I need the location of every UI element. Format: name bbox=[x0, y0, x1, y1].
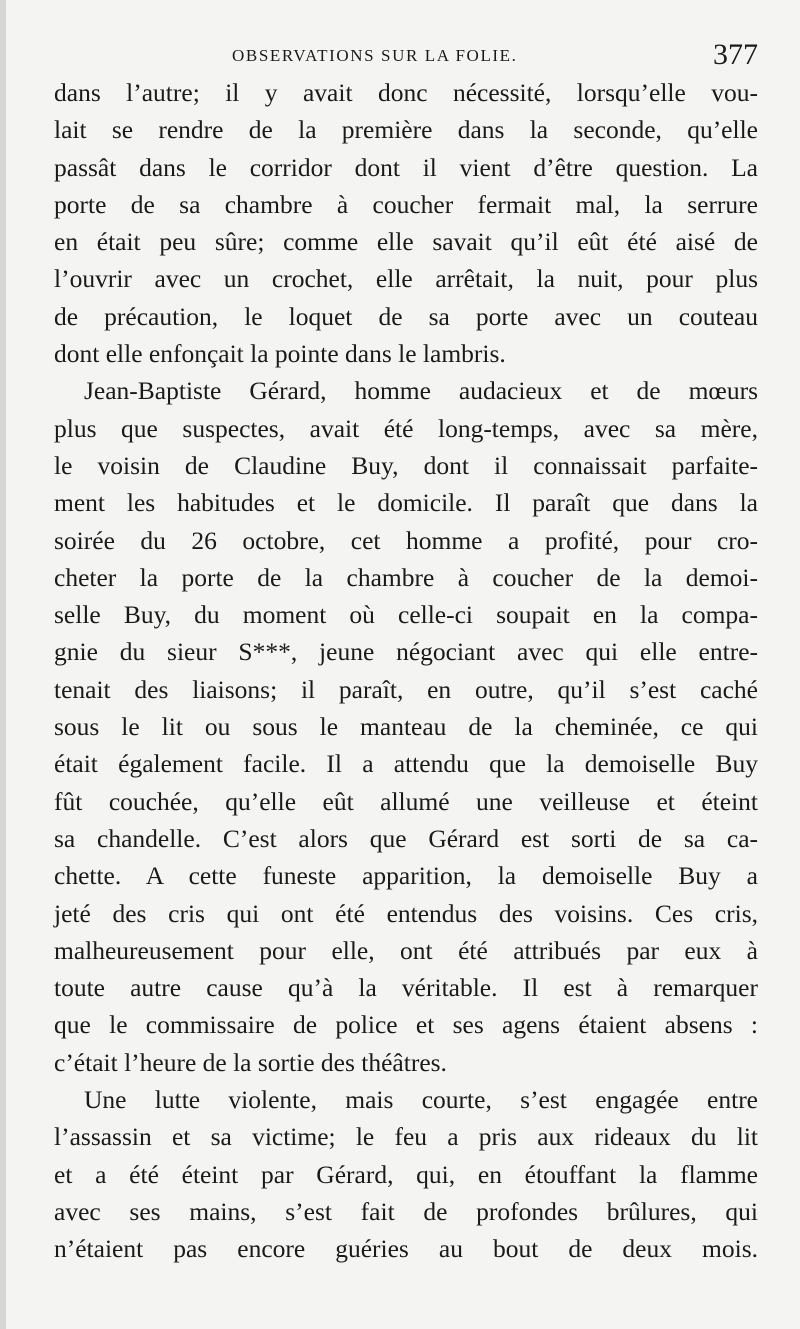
text-line: l’ouvrir avec un crochet, elle arrêtait, la nuit, pour plus bbox=[54, 264, 758, 294]
text-line: Jean-Baptiste Gérard, homme audacieux et de mœurs bbox=[84, 376, 758, 406]
text-line: ment les habitudes et le domicile. Il paraît que dans la bbox=[54, 488, 758, 518]
text-line: était également facile. Il a attendu que la demoiselle Buy bbox=[54, 749, 758, 779]
text-line: tenait des liaisons; il paraît, en outre, qu’il s’est caché bbox=[54, 674, 758, 704]
text-line: c’était l’heure de la sortie des théâtres. bbox=[54, 1047, 447, 1077]
text-line: le voisin de Claudine Buy, dont il connaissait parfaite- bbox=[54, 450, 758, 480]
text-line: malheureusement pour elle, ont été attribués par eux à bbox=[54, 935, 758, 965]
text-line: l’assassin et sa victime; le feu a pris aux rideaux du lit bbox=[54, 1122, 758, 1152]
text-line: gnie du sieur S***, jeune négociant avec qui elle entre- bbox=[54, 637, 758, 667]
text-line: plus que suspectes, avait été long-temps, avec sa mère, bbox=[54, 413, 758, 443]
text-line: dans l’autre; il y avait donc nécessité, lorsqu’elle vou- bbox=[54, 78, 758, 107]
text-line: n’étaient pas encore guéries au bout de deux mois. bbox=[54, 1234, 758, 1264]
text-line: soirée du 26 octobre, cet homme a profité, pour cro- bbox=[54, 525, 758, 555]
page-number: 377 bbox=[713, 38, 758, 71]
text-line: lait se rendre de la première dans la seconde, qu’elle bbox=[54, 115, 758, 145]
running-title: OBSERVATIONS SUR LA FOLIE. bbox=[232, 46, 518, 65]
text-line: en était peu sûre; comme elle savait qu’il eût été aisé de bbox=[54, 227, 758, 257]
body-text bbox=[54, 74, 758, 1268]
text-line: porte de sa chambre à coucher fermait mal, la serrure bbox=[54, 189, 758, 219]
text-line: jeté des cris qui ont été entendus des voisins. Ces cris, bbox=[54, 898, 758, 928]
paragraph bbox=[54, 372, 758, 1081]
text-line: selle Buy, du moment où celle-ci soupait en la compa- bbox=[54, 600, 758, 630]
text-line: que le commissaire de police et ses agens étaient absens : bbox=[54, 1010, 758, 1040]
paragraph bbox=[54, 74, 758, 372]
text-line: chette. A cette funeste apparition, la demoiselle Buy a bbox=[54, 861, 758, 891]
text-line: Une lutte violente, mais courte, s’est engagée entre bbox=[84, 1085, 758, 1115]
text-line: fût couchée, qu’elle eût allumé une veilleuse et éteint bbox=[54, 786, 758, 816]
text-line: dont elle enfonçait la pointe dans le lambris. bbox=[54, 339, 506, 369]
text-line: sa chandelle. C’est alors que Gérard est sorti de sa ca- bbox=[54, 823, 758, 853]
text-line: passât dans le corridor dont il vient d’être question. La bbox=[54, 152, 758, 182]
text-line: cheter la porte de la chambre à coucher de la demoi- bbox=[54, 562, 758, 592]
text-line: et a été éteint par Gérard, qui, en étouffant la flamme bbox=[54, 1159, 758, 1189]
text-line: avec ses mains, s’est fait de profondes brûlures, qui bbox=[54, 1196, 758, 1226]
text-line: toute autre cause qu’à la véritable. Il est à remarquer bbox=[54, 973, 758, 1003]
text-line: de précaution, le loquet de sa porte avec un couteau bbox=[54, 301, 758, 331]
paragraph bbox=[54, 1081, 758, 1267]
text-line: sous le lit ou sous le manteau de la cheminée, ce qui bbox=[54, 712, 758, 742]
running-head bbox=[54, 38, 758, 78]
